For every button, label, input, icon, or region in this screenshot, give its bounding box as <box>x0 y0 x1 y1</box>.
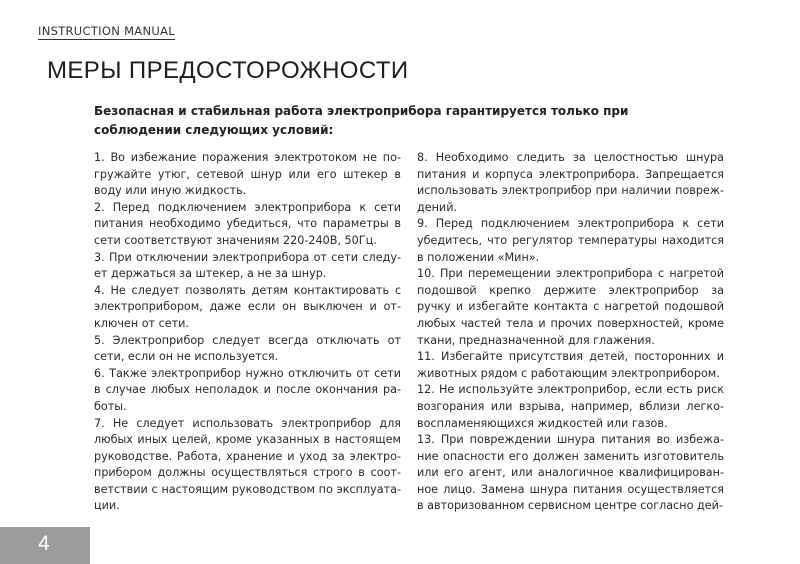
precaution-item: 4. Не следует позволять детям контактировать с электроприбором, даже если он выключен и отключен от сети. <box>94 283 401 330</box>
precaution-item: 9. Перед подключением электроприбора к сети убедитесь, что регулятор температуры находится в положении «Мин». <box>417 217 724 264</box>
precaution-item: 11. Избегайте присутствия детей, посторонних и животных рядом с работающим электроприбором. <box>417 350 724 380</box>
precaution-item: 3. При отключении электроприбора от сети следует держаться за штекер, а не за шнур. <box>94 250 401 281</box>
precautions-left-column <box>94 150 401 515</box>
precaution-item: 5. Электроприбор следует всегда отключать от сети, если он не используется. <box>94 333 401 364</box>
manual-header: INSTRUCTION MANUAL <box>38 24 175 38</box>
page-number: 4 <box>38 532 50 555</box>
precaution-item: 2. Перед подключением электроприбора к сети питания необходимо убедиться, что параметры в сети соответствуют значениям 220-240В, 50Гц. <box>94 200 401 247</box>
intro-paragraph: Безопасная и стабильная работа электроприбора гарантируется только при соблюдении следующих условий: <box>94 104 629 137</box>
precaution-item: 10. При перемещении электроприбора с нагретой подошвой крепко держите электроприбор за ручку и избегайте контакта с нагретой подошвой любых частей тела и прочих поверхностей, кроме ткани, предназначенной для глажения. <box>417 267 724 347</box>
precaution-item: 6. Также электроприбор нужно отключить от сети в случае любых неполадок и после окончания работы. <box>94 366 401 413</box>
precaution-item: 13. При повреждении шнура питания во избежание опасности его должен заменить изготовитель или его агент, или аналогичное квалифицированное лицо. Замена шнура питания осуществляется в авторизованном сервисном центре согласно дей- <box>417 433 724 513</box>
page-number-tab <box>0 527 90 564</box>
precaution-item: 7. Не следует использовать электроприбор для любых иных целей, кроме указанных в настоящем руководстве. Работа, хранение и уход за электроприбором должны осуществляться строго в соответствии с настоящим руководством по эксплуатации. <box>94 416 401 513</box>
page-title: МЕРЫ ПРЕДОСТОРОЖНОСТИ <box>47 57 409 84</box>
precaution-item: 12. Не используйте электроприбор, если есть риск возгорания или взрыва, например, вблизи легковоспламеняющихся жидкостей или газов. <box>417 383 724 430</box>
precautions-right-column <box>417 150 724 515</box>
precaution-item: 8. Необходимо следить за целостностью шнура питания и корпуса электроприбора. Запрещается использовать электроприбор при наличии повреждений. <box>417 151 724 214</box>
precaution-item: 1. Во избежание поражения электротоком не погружайте утюг, сетевой шнур или его штекер в воду или иную жидкость. <box>94 151 401 198</box>
